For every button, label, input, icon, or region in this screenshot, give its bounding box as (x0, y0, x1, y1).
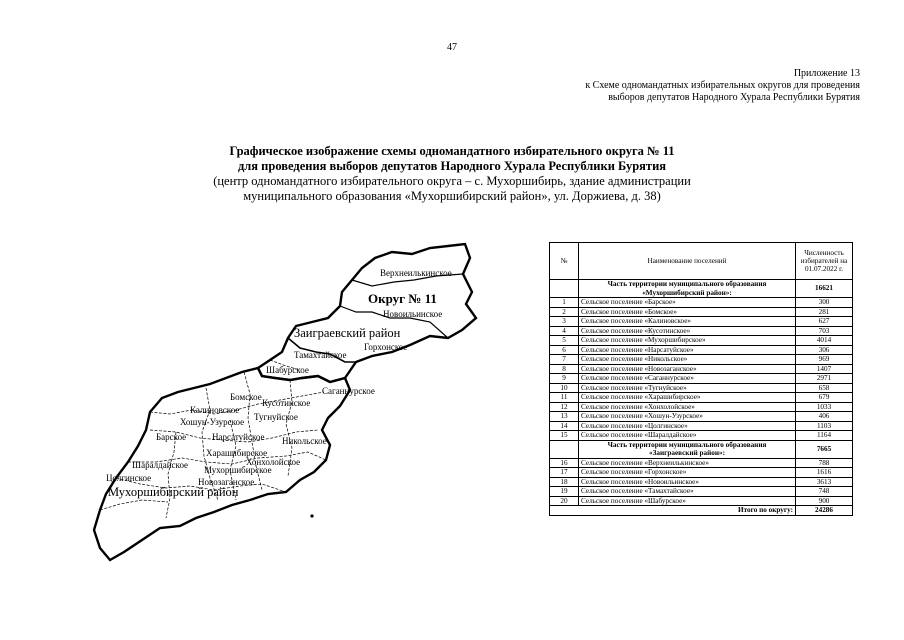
table-row (550, 326, 853, 336)
map-label-sharaldayskoe: Шаралдайское (132, 460, 189, 470)
map-label-shaburskoe: Шабурское (266, 365, 309, 375)
total-value: 24286 (796, 506, 853, 516)
table-row (550, 336, 853, 346)
table-header-row (550, 243, 853, 280)
table-row (550, 345, 853, 355)
district-map (86, 234, 496, 574)
section-label (579, 280, 796, 298)
map-label-bomskoe: Бомское (230, 392, 262, 402)
row-number: 19 (550, 487, 579, 497)
row-population: 969 (796, 355, 853, 365)
appendix-line: к Схеме одномандатных избирательных округов для проведения (585, 80, 860, 91)
total-label: Итого по округу: (550, 506, 796, 516)
row-name: Сельское поселение «Никольское» (579, 355, 796, 365)
settlements-table-wrap (549, 242, 853, 516)
row-number: 17 (550, 468, 579, 478)
row-number: 13 (550, 412, 579, 422)
map-label-zaigraevo-region: Заиграевский район (294, 326, 401, 340)
map-label-tamakhtayskoe: Тамахтайское (294, 350, 347, 360)
row-name: Сельское поселение «Мухоршибирское» (579, 336, 796, 346)
row-name: Сельское поселение «Кусотинское» (579, 326, 796, 336)
row-population: 281 (796, 307, 853, 317)
section-total: 16621 (796, 280, 853, 298)
row-number: 4 (550, 326, 579, 336)
map-label-tugnuyskoe: Тугнуйское (254, 412, 298, 422)
settlement-marker (310, 514, 313, 517)
map-label-novozaganskoe: Новозаганское (198, 477, 255, 487)
row-number: 2 (550, 307, 579, 317)
table-row (550, 307, 853, 317)
appendix-line: выборов депутатов Народного Хурала Республики Бурятия (608, 92, 860, 103)
map-label-district: Округ № 11 (368, 291, 437, 306)
row-name: Сельское поселение «Хонхолойское» (579, 402, 796, 412)
table-row (550, 458, 853, 468)
row-number: 8 (550, 364, 579, 374)
row-population: 2971 (796, 374, 853, 384)
row-number: 15 (550, 431, 579, 441)
row-population: 4014 (796, 336, 853, 346)
row-population: 3613 (796, 477, 853, 487)
row-name: Сельское поселение «Нарсатуйское» (579, 345, 796, 355)
table-row (550, 298, 853, 308)
map-label-khoshun-uzurskoe: Хошун-Узурское (180, 417, 245, 427)
row-population: 306 (796, 345, 853, 355)
row-number: 6 (550, 345, 579, 355)
map-label-mukhorshibirskoe: Мухоршибирское (204, 465, 272, 475)
map-label-khonkholoyskoe: Хонхолойское (246, 457, 301, 467)
section-cell-empty (550, 280, 579, 298)
section-label-line: «Мухоршибирский район»: (642, 288, 732, 297)
row-population: 406 (796, 412, 853, 422)
settlements-table (549, 242, 853, 516)
map-label-kharashibirskoe: Харашибирское (206, 448, 268, 458)
table-row (550, 431, 853, 441)
map-label-tsolginskoe: Цолгинское (106, 473, 152, 483)
row-name: Сельское поселение «Верхнеилькинское» (579, 458, 796, 468)
row-name: Сельское поселение «Новоильинское» (579, 477, 796, 487)
title-line: Графическое изображение схемы одномандатного избирательного округа № 11 (229, 144, 675, 158)
row-name: Сельское поселение «Новозаганское» (579, 364, 796, 374)
page-number: 47 (447, 42, 457, 53)
row-number: 1 (550, 298, 579, 308)
table-row (550, 374, 853, 384)
table-row (550, 496, 853, 506)
row-population: 300 (796, 298, 853, 308)
header-population: Численность избирателей на 01.07.2022 г. (796, 243, 853, 280)
section-row-zaigraevo (550, 440, 853, 458)
row-number: 7 (550, 355, 579, 365)
row-name: Сельское поселение «Хошун-Узурское» (579, 412, 796, 422)
row-population: 1103 (796, 421, 853, 431)
row-population: 1164 (796, 431, 853, 441)
row-population: 703 (796, 326, 853, 336)
row-number: 9 (550, 374, 579, 384)
table-row (550, 421, 853, 431)
header-num: № (550, 243, 579, 280)
map-label-narsatuyskoe: Нарсатуйское (212, 432, 265, 442)
table-body (550, 280, 853, 516)
row-name: Сельское поселение «Горхонское» (579, 468, 796, 478)
appendix-line: Приложение 13 (793, 68, 860, 79)
row-number: 3 (550, 317, 579, 327)
row-name: Сельское поселение «Цолгинское» (579, 421, 796, 431)
row-number: 20 (550, 496, 579, 506)
row-population: 1407 (796, 364, 853, 374)
table-row (550, 383, 853, 393)
table-row (550, 355, 853, 365)
row-population: 748 (796, 487, 853, 497)
table-row (550, 477, 853, 487)
row-number: 18 (550, 477, 579, 487)
map-label-kusotinskoe: Кусотинское (262, 398, 311, 408)
document-title (0, 144, 904, 204)
row-name: Сельское поселение «Тугнуйское» (579, 383, 796, 393)
section-total: 7665 (796, 440, 853, 458)
row-population: 1616 (796, 468, 853, 478)
table-row (550, 412, 853, 422)
table-row (550, 402, 853, 412)
table-row (550, 317, 853, 327)
row-name: Сельское поселение «Шабурское» (579, 496, 796, 506)
title-line: для проведения выборов депутатов Народного Хурала Республики Бурятия (237, 159, 667, 173)
table-row (550, 487, 853, 497)
section-row-mukhorshibir (550, 280, 853, 298)
section-cell-empty (550, 440, 579, 458)
row-name: Сельское поселение «Харашибирское» (579, 393, 796, 403)
map-label-sagannurskoe: Саганнурское (322, 386, 375, 396)
row-population: 658 (796, 383, 853, 393)
header-name: Наименование поселений (579, 243, 796, 280)
row-population: 1033 (796, 402, 853, 412)
map-label-gorkhonskoe: Горхонское (364, 342, 408, 352)
table-row (550, 468, 853, 478)
total-row (550, 506, 853, 516)
row-population: 900 (796, 496, 853, 506)
map-label-kalinovskoe: Калиновское (190, 405, 240, 415)
map-label-verkhneilkinskoe: Верхнеилькинское (380, 268, 452, 278)
map-label-nikolskoe: Никольское (282, 436, 327, 446)
row-name: Сельское поселение «Шаралдайское» (579, 431, 796, 441)
row-name: Сельское поселение «Тамахтайское» (579, 487, 796, 497)
row-number: 10 (550, 383, 579, 393)
row-population: 788 (796, 458, 853, 468)
row-number: 12 (550, 402, 579, 412)
subtitle-line: муниципального образования «Мухоршибирский район», ул. Доржиева, д. 38) (243, 189, 661, 203)
table-row (550, 364, 853, 374)
row-number: 16 (550, 458, 579, 468)
section-label-line: Часть территории муниципального образования (607, 440, 767, 449)
appendix-note (585, 68, 860, 104)
row-name: Сельское поселение «Калиновское» (579, 317, 796, 327)
row-name: Сельское поселение «Барское» (579, 298, 796, 308)
row-name: Сельское поселение «Саганнурское» (579, 374, 796, 384)
map-label-novoilinskoe: Новоильинское (383, 309, 443, 319)
table-row (550, 393, 853, 403)
subtitle-line: (центр одномандатного избирательного округа – с. Мухоршибирь, здание администрации (213, 174, 691, 188)
section-label-line: «Заиграевский район»: (648, 449, 725, 457)
row-population: 627 (796, 317, 853, 327)
row-population: 679 (796, 393, 853, 403)
row-number: 11 (550, 393, 579, 403)
row-name: Сельское поселение «Бомское» (579, 307, 796, 317)
section-label-line: Часть территории муниципального образования (607, 280, 767, 289)
row-number: 14 (550, 421, 579, 431)
map-label-barskoe: Барское (156, 432, 187, 442)
row-number: 5 (550, 336, 579, 346)
map-label-mukhorshibir-region: Мухоршибирский район (108, 485, 239, 499)
section-label (579, 440, 796, 458)
